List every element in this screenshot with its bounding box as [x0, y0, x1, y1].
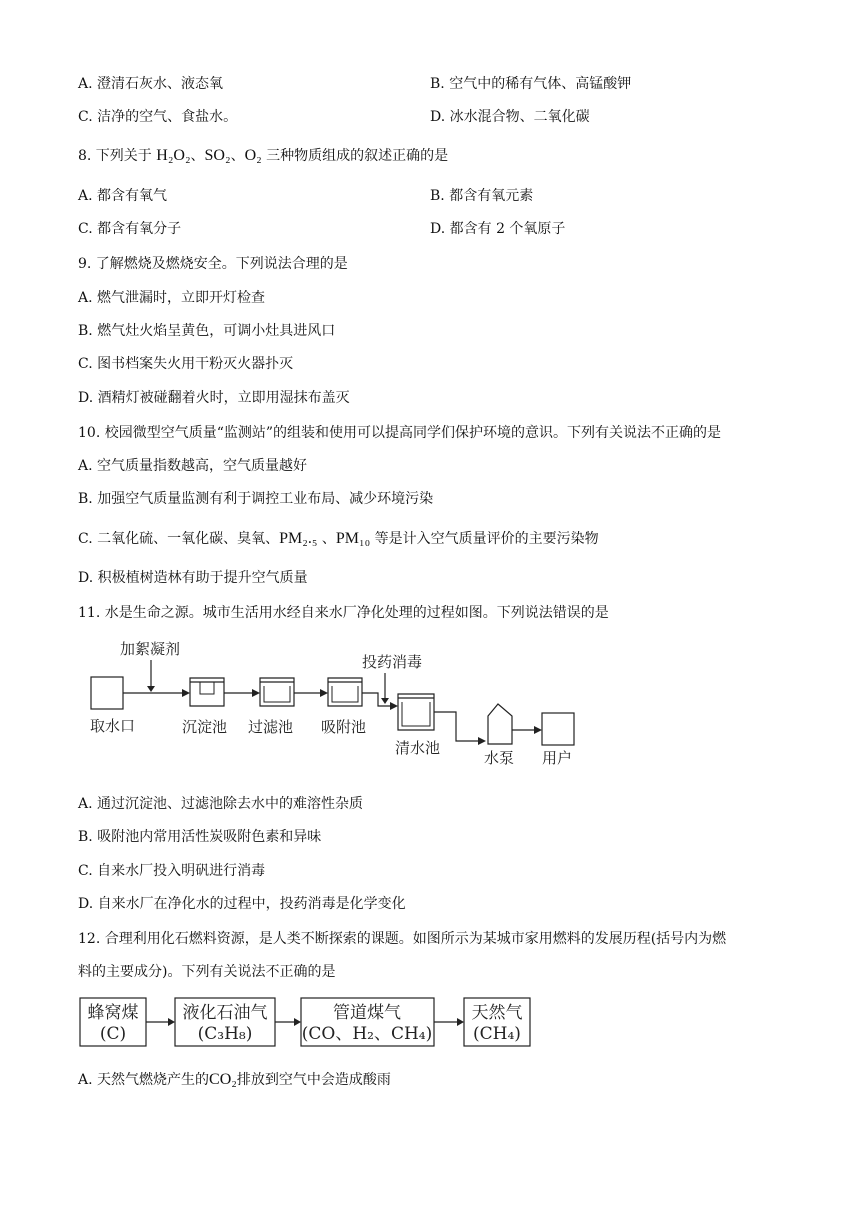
q9-option-d: D. 酒精灯被碰翻着火时，立即用湿抹布盖灭: [78, 390, 350, 406]
fuel-formula: (CO、H₂、CH₄): [301, 1024, 433, 1044]
flocculant-arrowhead: [147, 686, 155, 692]
fuel-name: 液化石油气: [182, 1003, 268, 1023]
q9-option-c: C. 图书档案失火用干粉灭火器扑灭: [78, 356, 294, 372]
filter-label: 过滤池: [248, 718, 294, 736]
q11-stem: 11. 水是生命之源。城市生活用水经自来水厂净化处理的过程如图。下列说法错误的是: [78, 605, 609, 621]
clear-inner: [402, 702, 430, 726]
fuel-name: 管道煤气: [333, 1003, 401, 1023]
q8-formula-so2: SO₂: [204, 147, 231, 164]
q8-option-b: B. 都含有氧元素: [430, 188, 534, 204]
q12-stem-line2: 料的主要成分)。下列有关说法不正确的是: [78, 964, 336, 980]
filter-inner: [264, 686, 290, 702]
intake-label: 取水口: [90, 717, 136, 735]
adsorb-inner: [332, 686, 358, 702]
q10-option-d: D. 积极植树造林有助于提升空气质量: [78, 570, 308, 586]
q12-option-a: [78, 1070, 391, 1090]
flow-arrowhead: [182, 689, 190, 697]
q8-option-a: A. 都含有氧气: [78, 188, 168, 204]
q12-option-a-suffix: 排放到空气中会造成酸雨: [236, 1072, 391, 1088]
q12-stem-line1: 12. 合理利用化石燃料资源，是人类不断探索的课题。如图所示为某城市家用燃料的发展历程(括号内为燃: [78, 931, 727, 947]
q10-option-a: A. 空气质量指数越高，空气质量越好: [78, 458, 308, 474]
fuel-history-diagram: [78, 996, 538, 1052]
q8-formula-h2o2: H₂O₂: [156, 147, 191, 164]
fuel-name: 天然气: [471, 1003, 523, 1023]
q12-option-a-prefix: A. 天然气燃烧产生的: [78, 1072, 210, 1088]
q10-option-b: B. 加强空气质量监测有利于调控工业布局、减少环境污染: [78, 491, 434, 507]
intake-box: [91, 677, 123, 709]
q8-formula-o2: O₂: [244, 147, 262, 164]
q7-option-d: D. 冰水混合物、二氧化碳: [430, 109, 590, 125]
q11-option-a: A. 通过沉淀池、过滤池除去水中的难溶性杂质: [78, 796, 364, 812]
adsorb-label: 吸附池: [321, 718, 367, 736]
flocculant-label: 加絮凝剂: [120, 640, 181, 658]
user-box: [542, 713, 574, 745]
q7-option-b: B. 空气中的稀有气体、高锰酸钾: [430, 76, 632, 92]
flow-arrowhead: [252, 689, 260, 697]
disinfect-label: 投药消毒: [362, 653, 423, 671]
fuel-arrowhead: [457, 1018, 464, 1026]
clear-tank: [398, 694, 434, 730]
water-treatment-diagram: [80, 636, 600, 776]
fuel-formula: (C₃H₈): [197, 1024, 253, 1044]
q10-formula-pm10: PM₁₀: [335, 530, 371, 547]
q10-option-c-suffix: 等是计入空气质量评价的主要污染物: [370, 531, 599, 547]
flow-line: [434, 712, 478, 741]
sediment-inner: [200, 682, 214, 694]
pump-label: 水泵: [484, 749, 515, 767]
q8-separator: 、: [230, 148, 245, 164]
flow-arrowhead: [390, 702, 398, 710]
q11-option-c: C. 自来水厂投入明矾进行消毒: [78, 863, 266, 879]
q10-formula-pm25: PM₂.₅: [279, 530, 318, 547]
flow-arrowhead: [534, 726, 542, 734]
clear-label: 清水池: [395, 739, 441, 757]
sediment-label: 沉淀池: [182, 718, 228, 736]
q8-separator: 、: [190, 148, 205, 164]
fuel-formula: (C): [99, 1024, 127, 1044]
disinfect-arrowhead: [381, 698, 389, 704]
q8-stem: [78, 146, 448, 166]
q10-option-c-prefix: C. 二氧化硫、一氧化碳、臭氧、: [78, 531, 280, 547]
q8-option-c: C. 都含有氧分子: [78, 221, 182, 237]
q10-option-c-separator: 、: [317, 531, 336, 547]
pump-shape: [488, 704, 512, 744]
flow-arrowhead: [478, 737, 486, 745]
q10-stem: 10. 校园微型空气质量“监测站”的组装和使用可以提高同学们保护环境的意识。下列有关说法不正确的是: [78, 425, 722, 441]
fuel-arrowhead: [168, 1018, 175, 1026]
flow-arrowhead: [320, 689, 328, 697]
q8-stem-suffix: 三种物质组成的叙述正确的是: [261, 148, 449, 164]
q12-formula-co2: CO₂: [209, 1071, 237, 1088]
q7-option-c: C. 洁净的空气、食盐水。: [78, 109, 238, 125]
q8-option-d: D. 都含有 2 个氧原子: [430, 221, 566, 237]
q9-option-b: B. 燃气灶火焰呈黄色，可调小灶具进风口: [78, 323, 336, 339]
q8-stem-prefix: 8. 下列关于: [78, 148, 157, 164]
q9-stem: 9. 了解燃烧及燃烧安全。下列说法合理的是: [78, 256, 348, 272]
user-label: 用户: [542, 749, 573, 767]
q7-option-a: A. 澄清石灰水、液态氧: [78, 76, 224, 92]
fuel-name: 蜂窝煤: [87, 1003, 139, 1023]
q10-option-c: [78, 529, 599, 549]
fuel-formula: (CH₄): [473, 1024, 521, 1044]
q11-option-b: B. 吸附池内常用活性炭吸附色素和异味: [78, 829, 322, 845]
q9-option-a: A. 燃气泄漏时，立即开灯检查: [78, 290, 266, 306]
fuel-arrowhead: [294, 1018, 301, 1026]
q11-option-d: D. 自来水厂在净化水的过程中，投药消毒是化学变化: [78, 896, 406, 912]
